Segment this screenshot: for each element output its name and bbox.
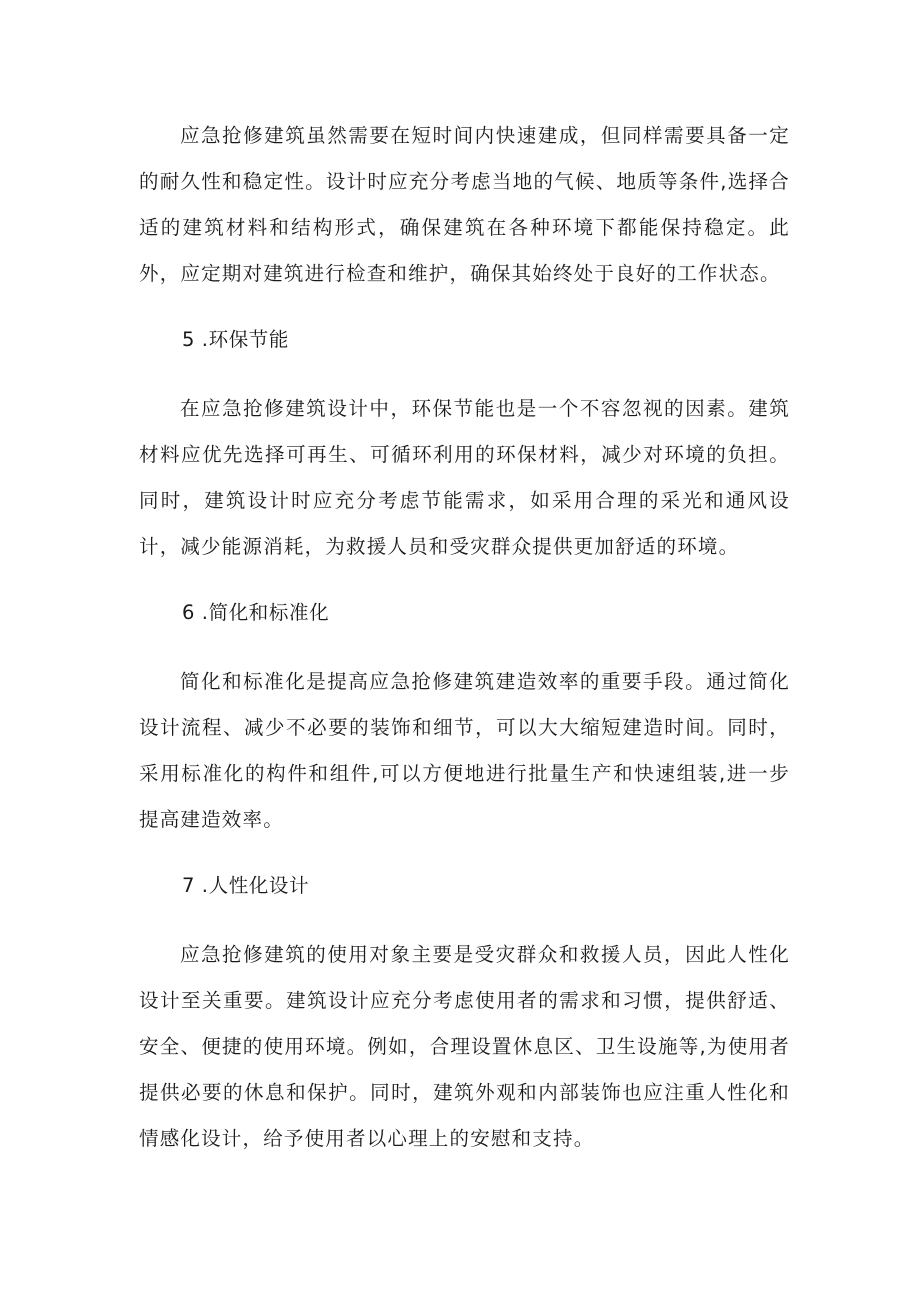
spacer <box>139 636 790 659</box>
spacer <box>139 570 790 590</box>
paragraph-eco-energy: 在应急抢修建筑设计中，环保节能也是一个不容忽视的因素。建筑材料应优先选择可再生、可循环利用的环保材料，减少对环境的负担。同时，建筑设计时应充分考虑节能需求，如采用合理的采光和通风设计，减少能源消耗，为救援人员和受灾群众提供更加舒适的环境。 <box>139 397 790 558</box>
section-heading-6: 6 .简化和标准化 <box>182 601 330 624</box>
spacer <box>139 297 790 317</box>
document-body <box>139 113 790 1162</box>
section-heading-5: 5 .环保节能 <box>182 328 290 351</box>
paragraph-durability: 应急抢修建筑虽然需要在短时间内快速建成，但同样需要具备一定的耐久性和稳定性。设计时应充分考虑当地的气候、地质等条件,选择合适的建筑材料和结构形式，确保建筑在各种环境下都能保持稳定。此外，应定期对建筑进行检查和维护，确保其始终处于良好的工作状态。 <box>139 124 790 285</box>
spacer <box>139 843 790 863</box>
spacer <box>139 363 790 386</box>
paragraph-standardization: 简化和标准化是提高应急抢修建筑建造效率的重要手段。通过简化设计流程、减少不必要的装饰和细节，可以大大缩短建造时间。同时，采用标准化的构件和组件,可以方便地进行批量生产和快速组装,进一步提高建造效率。 <box>139 670 790 831</box>
spacer <box>139 909 790 932</box>
section-heading-7: 7 .人性化设计 <box>182 874 310 897</box>
paragraph-humanized-design: 应急抢修建筑的使用对象主要是受灾群众和救援人员，因此人性化设计至关重要。建筑设计应充分考虑使用者的需求和习惯，提供舒适、安全、便捷的使用环境。例如，合理设置休息区、卫生设施等,为使用者提供必要的休息和保护。同时，建筑外观和内部装饰也应注重人性化和情感化设计，给予使用者以心理上的安慰和支持。 <box>139 943 790 1150</box>
